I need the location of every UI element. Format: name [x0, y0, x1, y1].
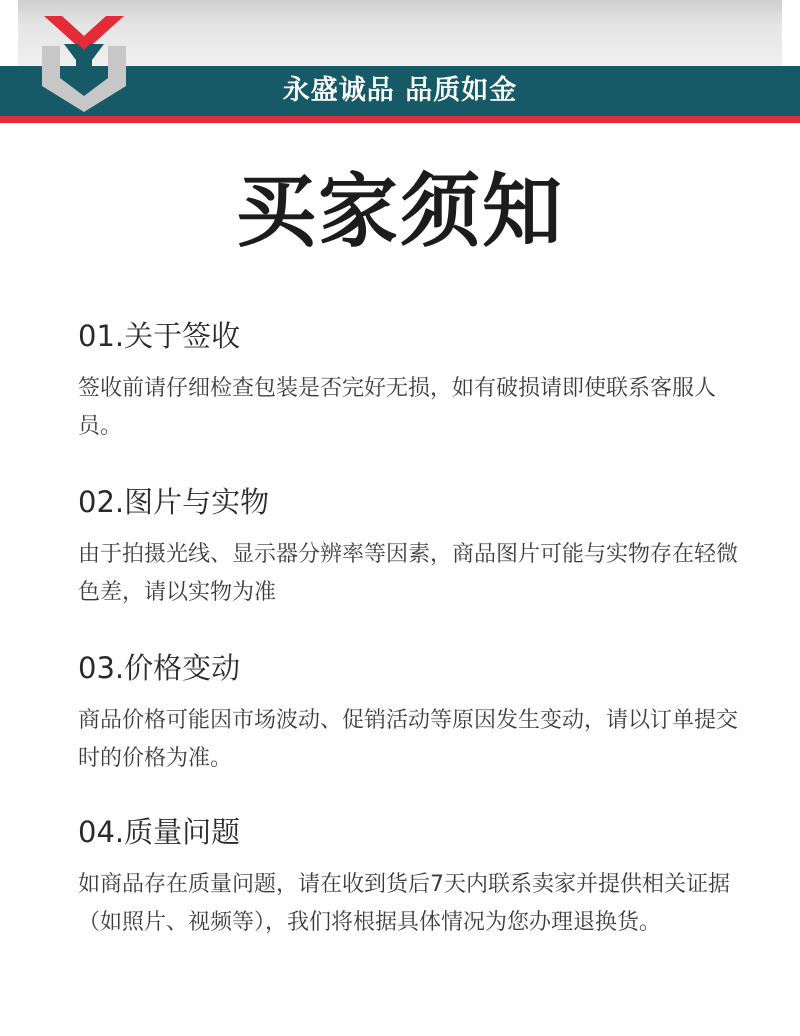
section-body: 如商品存在质量问题，请在收到货后7天内联系卖家并提供相关证据（如照片、视频等），我们将根据具体情况为您办理退换货。 — [78, 872, 730, 935]
section-heading: 03.价格变动 — [78, 651, 241, 685]
section-heading: 01.关于签收 — [78, 319, 241, 353]
notice-section-signing — [78, 316, 738, 446]
notice-section-images — [78, 482, 738, 612]
notice-section-price — [78, 648, 738, 778]
section-body: 由于拍摄光线、显示器分辨率等因素，商品图片可能与实物存在轻微色差，请以实物为准 — [78, 542, 739, 605]
section-body: 签收前请仔细检查包装是否完好无损，如有破损请即使联系客服人员。 — [78, 376, 717, 439]
section-heading: 04.质量问题 — [78, 815, 241, 849]
header-slogan: 永盛诚品 品质如金 — [282, 75, 518, 106]
page-title: 买家须知 — [236, 165, 564, 258]
section-heading: 02.图片与实物 — [78, 485, 270, 519]
notice-section-quality — [78, 812, 738, 942]
section-body: 商品价格可能因市场波动、促销活动等原因发生变动，请以订单提交时的价格为准。 — [78, 708, 739, 771]
shop-logo-icon — [34, 8, 134, 112]
header-red-stripe — [0, 116, 800, 123]
